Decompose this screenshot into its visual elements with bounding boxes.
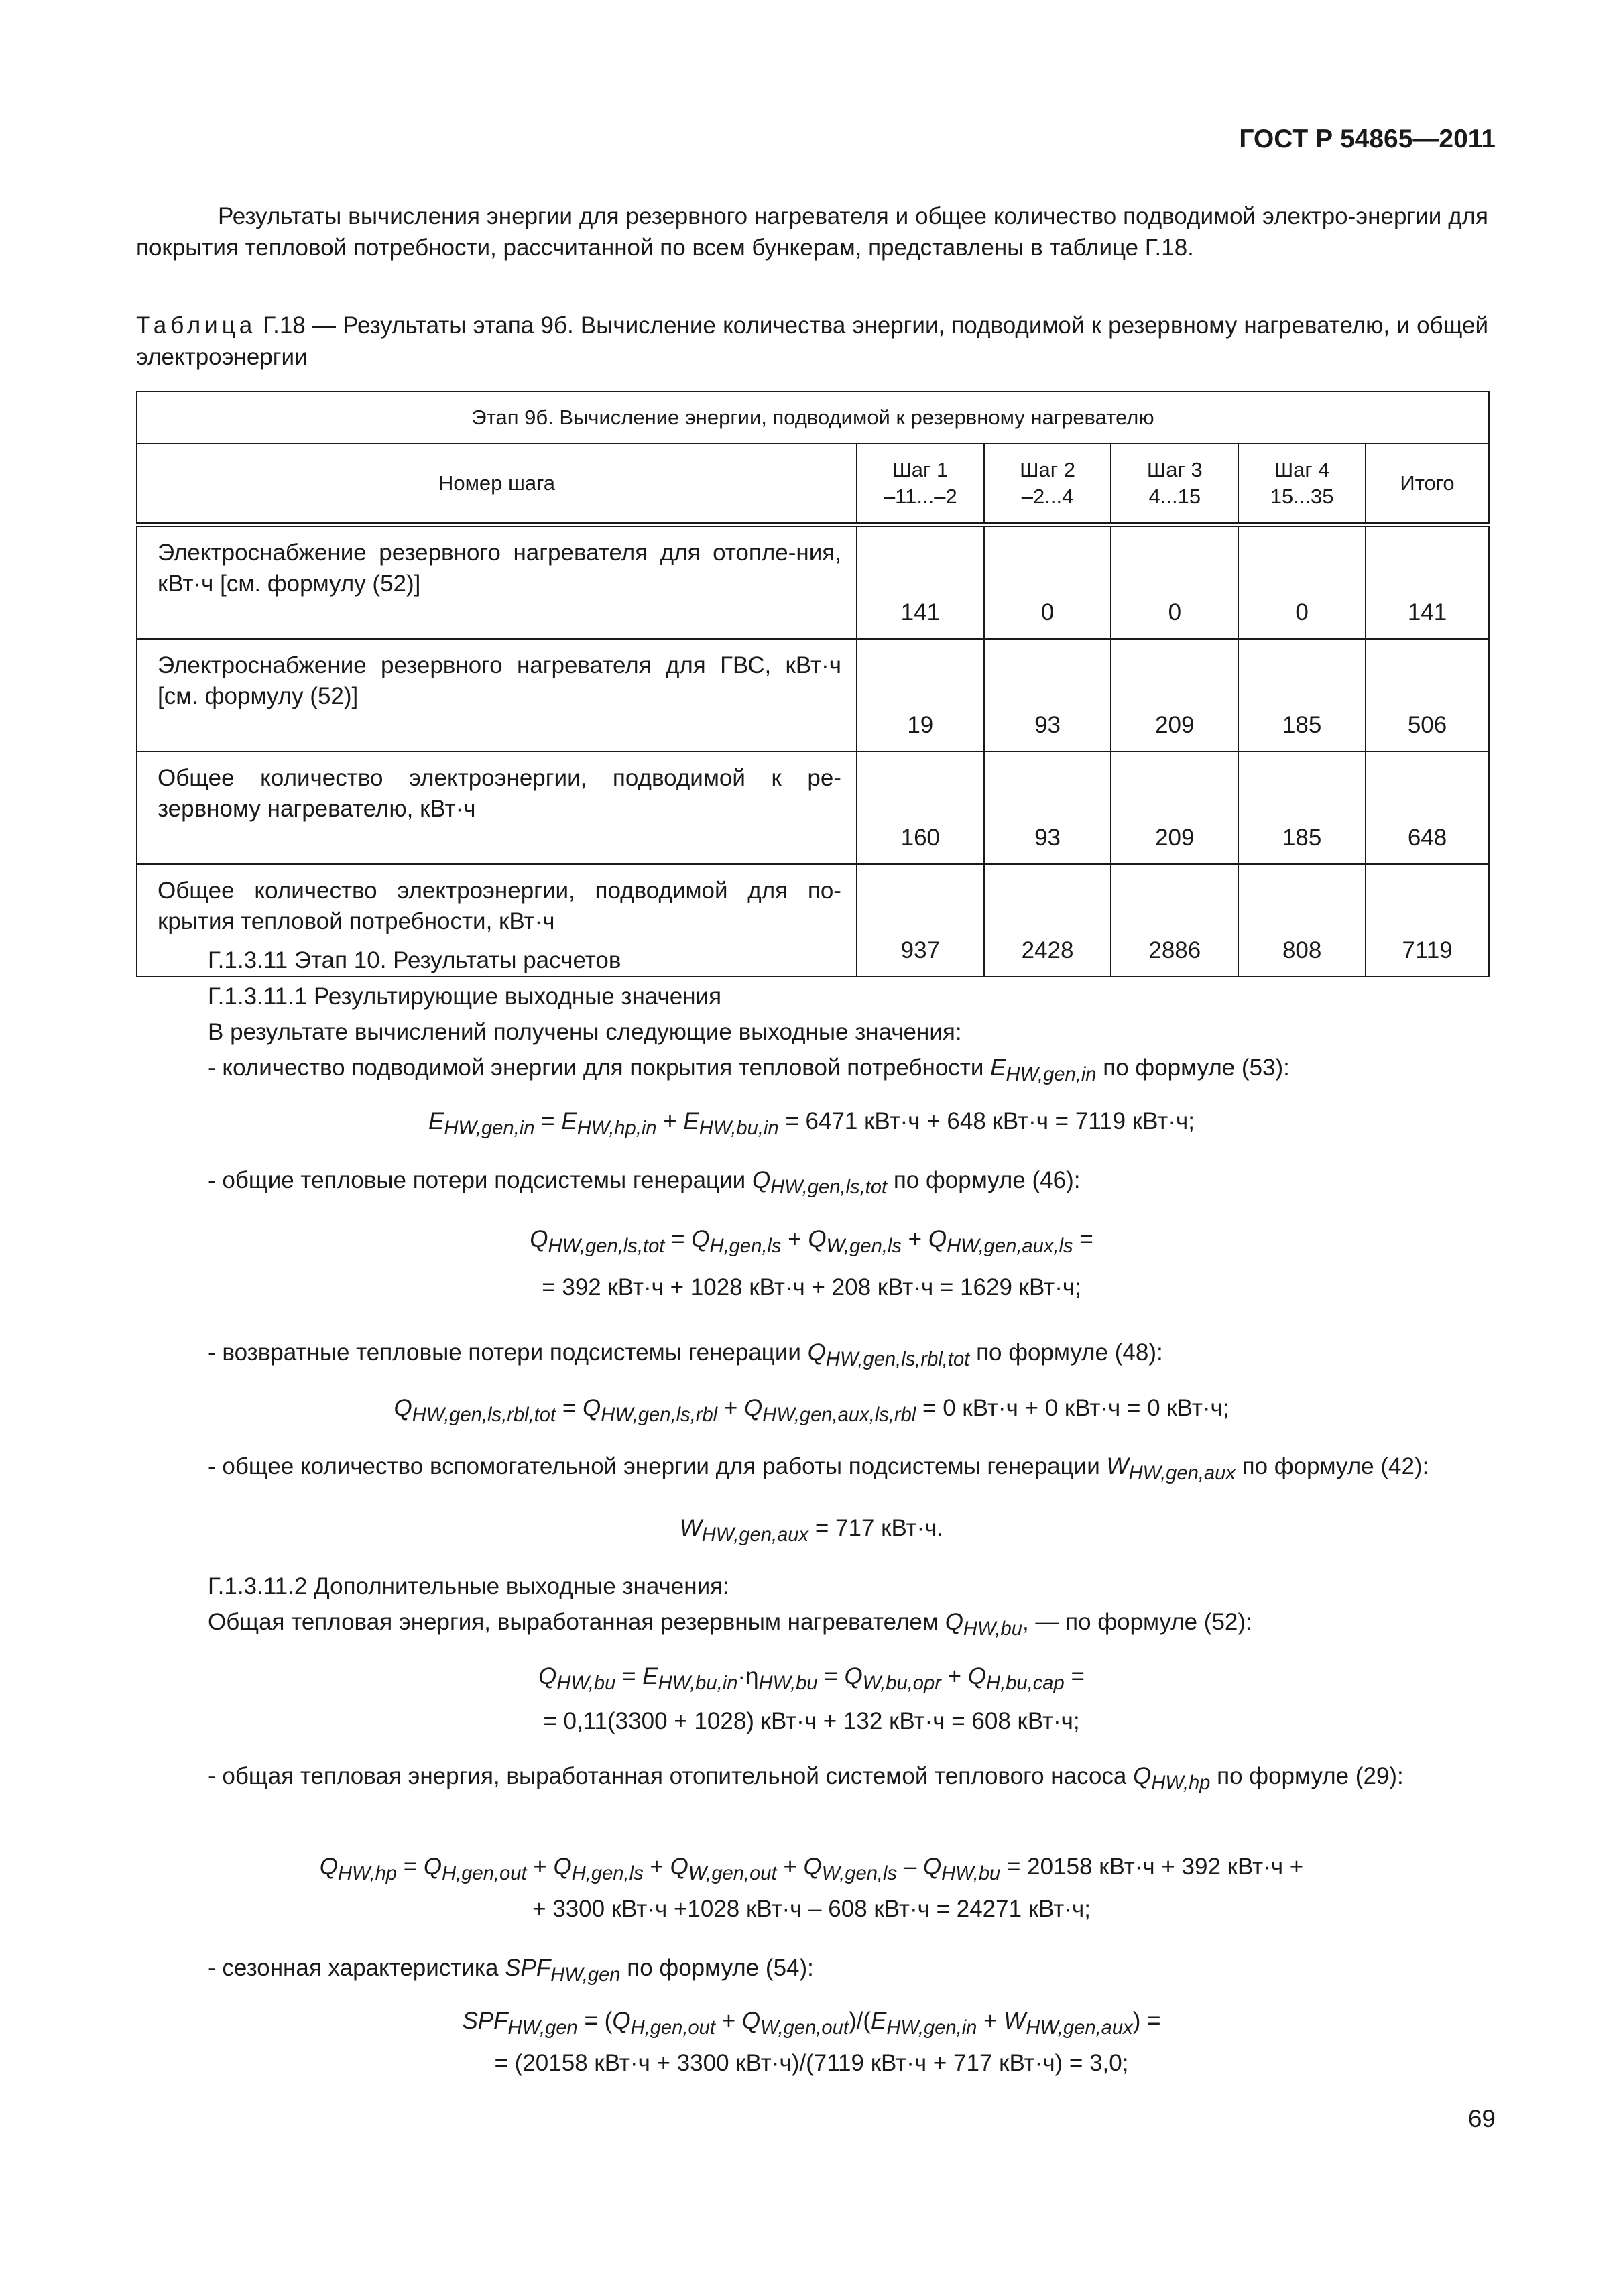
- bullet-total-losses: - общие тепловые потери подсистемы генерации $Q_{HW,gen,ls,tot}$ по формуле (46):: [208, 1167, 1081, 1198]
- cell-step1: 937: [857, 864, 984, 977]
- formula-46: $Q_{HW,gen,ls,tot} = Q_{H,gen,ls} + Q_{W,gen,ls} + Q_{HW,gen,aux,ls}$ =: [530, 1226, 1093, 1257]
- bullet-heat-pump-heat: - общая тепловая энергия, выработанная отопительной системой теплового насоса $Q_{HW,hp}$ по формуле (29):: [208, 1763, 1404, 1794]
- col-step1-range: –11...–2: [883, 485, 957, 508]
- bullet-heat-pump-heat-text: - общая тепловая энергия, выработанная отопительной системой теплового насоса: [208, 1763, 1127, 1789]
- bullet-backup-heat-text: Общая тепловая энергия, выработанная резервным нагревателем: [208, 1609, 939, 1635]
- col-step3-label: Шаг 3: [1146, 457, 1203, 481]
- formula-53-result: = 6471 кВт·ч + 648 кВт·ч = 7119 кВт·ч;: [785, 1108, 1195, 1134]
- cell-total: 506: [1366, 639, 1489, 751]
- cell-step3: 0: [1111, 525, 1238, 640]
- cell-step2: 93: [984, 639, 1111, 751]
- section-heading-additional: Г.1.3.11.2 Дополнительные выходные значения:: [208, 1573, 729, 1599]
- bullet-backup-heat: Общая тепловая энергия, выработанная резервным нагревателем $Q_{HW,bu}$, — по формуле (52):: [208, 1609, 1252, 1640]
- col-step3: [1111, 444, 1238, 525]
- table-row: [137, 751, 1489, 864]
- cell-step1: 160: [857, 751, 984, 864]
- section-heading-results: Г.1.3.11.1 Результирующие выходные значения: [208, 983, 722, 1010]
- cell-step3: 209: [1111, 639, 1238, 751]
- cell-step4: 808: [1238, 864, 1366, 977]
- col-step2-range: –2...4: [1021, 485, 1074, 508]
- intro-paragraph: Результаты вычисления энергии для резервного нагревателя и общее количество подводимой электро-энергии для покрытия тепловой потребности, рассчитанной по всем бункерам, представлены в таблице Г.18.: [136, 203, 1488, 261]
- bullet-recoverable-losses-text: - возвратные тепловые потери подсистемы генерации: [208, 1339, 801, 1366]
- cell-step2: 93: [984, 751, 1111, 864]
- cell-step3: 209: [1111, 751, 1238, 864]
- cell-step1: 19: [857, 639, 984, 751]
- bullet-total-losses-tail: по формуле (46):: [893, 1167, 1081, 1193]
- page-header: ГОСТ Р 54865—2011: [1239, 125, 1496, 154]
- results-table: [136, 391, 1490, 977]
- bullet-backup-heat-tail: , — по формуле (52):: [1022, 1609, 1252, 1635]
- col-step-number: Номер шага: [137, 444, 857, 525]
- formula-42-result: = 717 кВт·ч.: [815, 1515, 944, 1541]
- table-header-row: [137, 444, 1489, 525]
- formula-42: $W_{HW,gen,aux} = 717$ кВт·ч.: [679, 1515, 944, 1546]
- bullet-heat-pump-heat-tail: по формуле (29):: [1217, 1763, 1404, 1789]
- section-results-intro: В результате вычислений получены следующие выходные значения:: [208, 1019, 962, 1045]
- bullet-input-energy: - количество подводимой энергии для покрытия тепловой потребности $E_{HW,gen,in}$ по формуле (53):: [208, 1054, 1290, 1085]
- table-caption: [136, 310, 1488, 373]
- table-caption-prefix: Таблица: [136, 312, 257, 339]
- formula-53: $E_{HW,gen,in} = E_{HW,hp,in} + E_{HW,bu,in} = 6471$ кВт·ч + 648 кВт·ч = 7119 кВт·ч;: [428, 1108, 1195, 1139]
- formula-29-line2: + 3300 кВт·ч +1028 кВт·ч – 608 кВт·ч = 24271 кВт·ч;: [532, 1896, 1091, 1922]
- col-step4-label: Шаг 4: [1274, 457, 1330, 481]
- bullet-spf-text: - сезонная характеристика: [208, 1955, 499, 1981]
- table-caption-text: Г.18 — Результаты этапа 9б. Вычисление количества энергии, подводимой к резервному нагревателю, и общей электроэнергии: [136, 312, 1488, 370]
- cell-step1: 141: [857, 525, 984, 640]
- row-label: Электроснабжение резервного нагревателя для ГВС, кВт·ч [см. формулу (52)]: [137, 639, 857, 751]
- col-step2-label: Шаг 2: [1020, 457, 1075, 481]
- formula-29-result: = 20158 кВт·ч + 392 кВт·ч +: [1007, 1854, 1304, 1880]
- col-step2: [984, 444, 1111, 525]
- bullet-total-losses-text: - общие тепловые потери подсистемы генерации: [208, 1167, 746, 1193]
- col-total: Итого: [1366, 444, 1489, 525]
- bullet-input-energy-text: - количество подводимой энергии для покрытия тепловой потребности: [208, 1054, 984, 1081]
- cell-total: 7119: [1366, 864, 1489, 977]
- col-step4: [1238, 444, 1366, 525]
- formula-54-result: = (20158 кВт·ч + 3300 кВт·ч)/(7119 кВт·ч + 717 кВт·ч) = 3,0;: [494, 2050, 1129, 2076]
- cell-step3: 2886: [1111, 864, 1238, 977]
- table-stage-title: Этап 9б. Вычисление энергии, подводимой к резервному нагревателю: [137, 391, 1489, 444]
- bullet-aux-energy: - общее количество вспомогательной энергии для работы подсистемы генерации $W_{HW,gen,aux}$ по формуле (42):: [208, 1453, 1429, 1484]
- cell-step4: 185: [1238, 751, 1366, 864]
- bullet-aux-energy-tail: по формуле (42):: [1242, 1453, 1429, 1479]
- formula-48: $Q_{HW,gen,ls,rbl,tot} = Q_{HW,gen,ls,rbl} + Q_{HW,gen,aux,ls,rbl} = 0$ кВт·ч + 0 кВт·ч = 0 кВт·ч;: [394, 1395, 1229, 1426]
- col-step1: [857, 444, 984, 525]
- bullet-spf: - сезонная характеристика $SPF_{HW,gen}$ по формуле (54):: [208, 1955, 814, 1986]
- page-number: 69: [1467, 2105, 1496, 2132]
- formula-29: $Q_{HW,hp} = Q_{H,gen,out} + Q_{H,gen,ls} + Q_{W,gen,out} + Q_{W,gen,ls} - Q_{HW,bu} = 20158$ кВт·ч + 392 кВт·ч +: [319, 1854, 1304, 1884]
- row-label: Общее количество электроэнергии, подводимой для по-крытия тепловой потребности, кВт·ч: [137, 864, 857, 977]
- row-label: Общее количество электроэнергии, подводимой к ре-зервному нагревателю, кВт·ч: [137, 751, 857, 864]
- formula-52: $Q_{HW,bu} = E_{HW,bu,in}\cdot\eta_{HW,bu} = Q_{W,bu,opr} + Q_{H,bu,cap}$ =: [538, 1663, 1085, 1694]
- bullet-aux-energy-text: - общее количество вспомогательной энергии для работы подсистемы генерации: [208, 1453, 1100, 1479]
- formula-54: $SPF_{HW,gen} = (Q_{H,gen,out} + Q_{W,gen,out})/(E_{HW,gen,in} + W_{HW,gen,aux})$ =: [462, 2008, 1161, 2039]
- cell-step4: 185: [1238, 639, 1366, 751]
- formula-52-result: = 0,11(3300 + 1028) кВт·ч + 132 кВт·ч = 608 кВт·ч;: [543, 1708, 1080, 1734]
- row-label: Электроснабжение резервного нагревателя для отопле-ния, кВт·ч [см. формулу (52)]: [137, 525, 857, 640]
- bullet-recoverable-losses: - возвратные тепловые потери подсистемы генерации $Q_{HW,gen,ls,rbl,tot}$ по формуле (48):: [208, 1339, 1163, 1370]
- formula-48-result: = 0 кВт·ч + 0 кВт·ч = 0 кВт·ч;: [922, 1395, 1229, 1421]
- bullet-spf-tail: по формуле (54):: [627, 1955, 814, 1981]
- table-row: [137, 639, 1489, 751]
- formula-46-result: = 392 кВт·ч + 1028 кВт·ч + 208 кВт·ч = 1629 кВт·ч;: [542, 1274, 1081, 1301]
- col-step4-range: 15...35: [1270, 485, 1334, 508]
- cell-step2: 0: [984, 525, 1111, 640]
- cell-total: 141: [1366, 525, 1489, 640]
- col-step1-label: Шаг 1: [892, 457, 949, 481]
- col-step3-range: 4...15: [1148, 485, 1201, 508]
- table-row: [137, 525, 1489, 640]
- cell-total: 648: [1366, 751, 1489, 864]
- cell-step4: 0: [1238, 525, 1366, 640]
- bullet-input-energy-tail: по формуле (53):: [1103, 1054, 1290, 1081]
- bullet-recoverable-losses-tail: по формуле (48):: [976, 1339, 1163, 1366]
- section-heading-stage10: Г.1.3.11 Этап 10. Результаты расчетов: [208, 947, 621, 973]
- cell-step2: 2428: [984, 864, 1111, 977]
